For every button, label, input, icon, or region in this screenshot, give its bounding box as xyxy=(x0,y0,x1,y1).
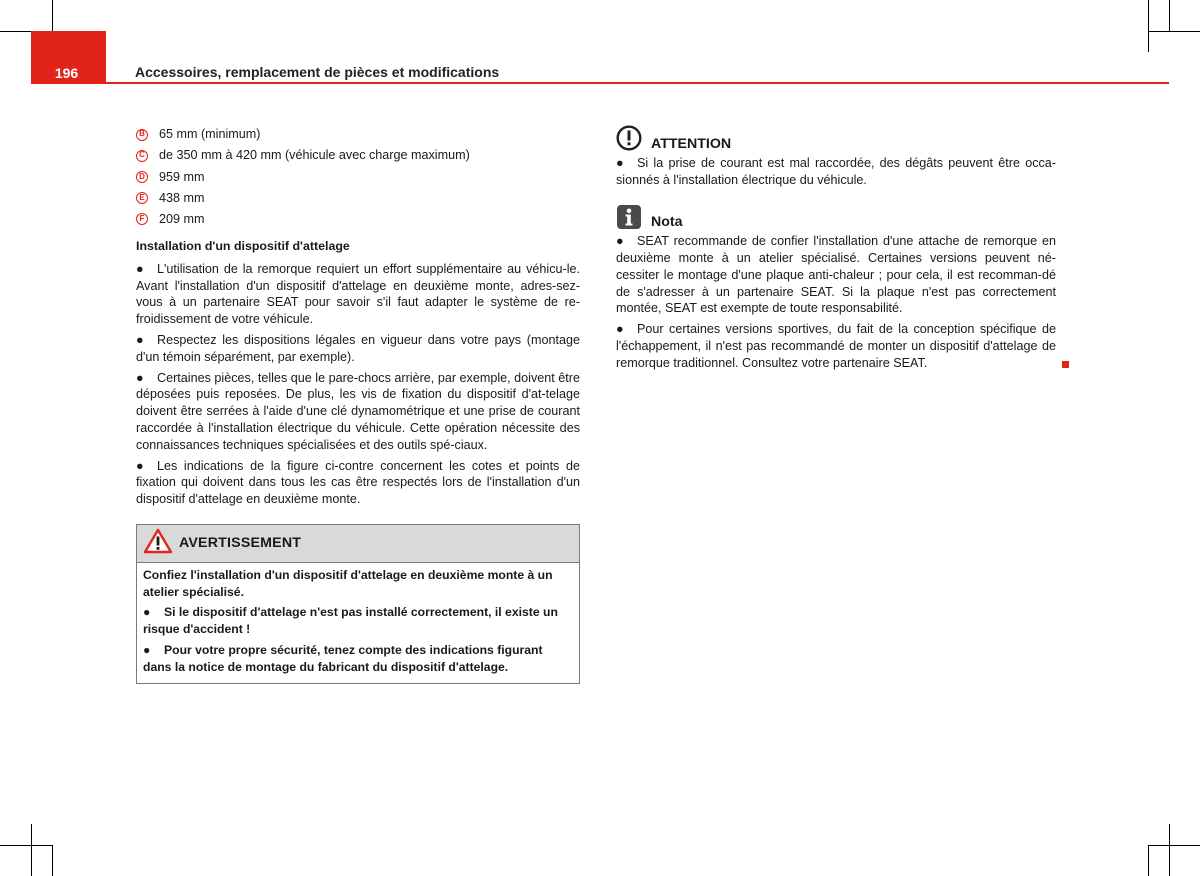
bullet-dot: ● xyxy=(616,234,624,249)
page-number: 196 xyxy=(54,65,79,81)
attention-title: ATTENTION xyxy=(651,136,732,152)
dimension-label-badge: D xyxy=(136,171,148,183)
warning-intro: Confiez l'installation d'un dispositif d'attelage en deuxième monte à un atelier spécialisé. xyxy=(143,567,553,599)
bullet-paragraph xyxy=(136,370,580,454)
warning-bullet xyxy=(143,604,573,638)
bullet-dot: ● xyxy=(136,261,144,276)
warning-bullet xyxy=(143,642,573,676)
warning-triangle-icon xyxy=(143,528,173,559)
dimension-label-badge: E xyxy=(136,192,148,204)
warning-body xyxy=(137,563,579,683)
page-title: Accessoires, remplacement de pièces et modifications xyxy=(135,64,500,80)
bullet-dot: ● xyxy=(136,370,144,385)
bullet-text: Si la prise de courant est mal raccordée, des dégâts peuvent être occa-sionnés à l'installation électrique du véhicule. xyxy=(616,155,1056,187)
bullet-dot: ● xyxy=(136,332,144,347)
bullet-text: Pour certaines versions sportives, du fait de la conception spécifique de l'échappement, il n'est pas recommandé de monter un dispositif d'attelage de remorque traditionnel. Consultez votre partenaire SEAT. xyxy=(616,322,1056,370)
right-column xyxy=(616,124,1056,376)
nota-header xyxy=(616,202,1056,231)
bullet-dot: ● xyxy=(143,605,151,620)
bullet-paragraph xyxy=(136,458,580,508)
bullet-text: Pour votre propre sécurité, tenez compte des indications figurant dans la notice de montage du fabricant du dispositif d'attelage. xyxy=(143,643,543,674)
dimension-item xyxy=(136,166,580,187)
dimension-text: 209 mm xyxy=(159,211,205,226)
dimension-text: de 350 mm à 420 mm (véhicule avec charge maximum) xyxy=(159,148,470,163)
dimension-item xyxy=(136,188,580,209)
dimension-item xyxy=(136,145,580,166)
header-rule xyxy=(106,82,1169,84)
dimension-text: 959 mm xyxy=(159,169,205,184)
attention-header xyxy=(616,124,1056,153)
bullet-dot: ● xyxy=(136,458,144,473)
crop-mark xyxy=(1148,0,1149,52)
nota-bullet xyxy=(616,233,1056,317)
crop-mark xyxy=(1148,31,1200,32)
crop-mark xyxy=(52,845,53,876)
bullet-paragraph xyxy=(136,261,580,328)
bullet-text: Respectez les dispositions légales en vigueur dans votre pays (montage d'un témoin séparément, par exemple). xyxy=(136,332,580,364)
bullet-text: L'utilisation de la remorque requiert un effort supplémentaire au véhicu-le. Avant l'installation d'un dispositif d'attelage en deuxième monte, adres-sez-vous à un partenaire SEAT pour savoir s'il faut adapter le système de re-froidissement de votre véhicule. xyxy=(136,261,580,327)
crop-mark xyxy=(0,845,52,846)
section-heading: Installation d'un dispositif d'attelage xyxy=(136,238,350,253)
bullet-text: Les indications de la figure ci-contre concernent les cotes et points de fixation qui doivent dans tous les cas être respectés lors de l'installation d'un dispositif d'attelage en deuxième monte. xyxy=(136,458,580,507)
dimension-label-badge: C xyxy=(136,150,148,162)
nota-bullet xyxy=(616,321,1056,371)
page-number-block xyxy=(31,31,106,84)
dimension-label-badge: F xyxy=(136,213,148,225)
bullet-text: Certaines pièces, telles que le pare-chocs arrière, par exemple, doivent être déposées puis reposées. De plus, les vis de fixation du dispositif d'at-telage doivent être serrées à l'aide d'une clé dynamométrique et une prise de courant raccordée à l'installation électrique du véhicule. Cette opération nécessite des connaissances techniques spécialisées et des outils spé-ciaux. xyxy=(136,370,580,452)
left-column xyxy=(136,124,580,684)
bullet-text: Si le dispositif d'attelage n'est pas installé correctement, il existe un risque d'accident ! xyxy=(143,605,558,637)
dimension-text: 65 mm (minimum) xyxy=(159,127,261,142)
bullet-dot: ● xyxy=(616,155,624,170)
crop-mark xyxy=(31,824,32,876)
dimension-text: 438 mm xyxy=(159,190,205,205)
bullet-dot: ● xyxy=(616,322,624,337)
nota-title: Nota xyxy=(651,214,683,231)
info-icon xyxy=(616,204,642,230)
crop-mark xyxy=(1169,824,1170,876)
dimension-label-badge: B xyxy=(136,129,148,141)
dimension-item xyxy=(136,209,580,230)
warning-header xyxy=(137,525,579,563)
bullet-text: SEAT recommande de confier l'installation d'une attache de remorque en deuxième monte à un atelier spécialisé. Certaines versions peuvent né-cessiter le montage d'une plaque anti-chaleur ; pour cela, il est recomman-dé de s'adresser à un partenaire SEAT. Si la plaque n'est pas correctement montée, SEAT est exempte de toute responsabilité. xyxy=(616,234,1056,316)
bullet-paragraph xyxy=(136,332,580,366)
crop-mark xyxy=(1148,845,1200,846)
dimension-item xyxy=(136,124,580,145)
section-end-mark xyxy=(1062,361,1069,368)
warning-title: AVERTISSEMENT xyxy=(179,534,302,551)
crop-mark xyxy=(1169,0,1170,31)
exclamation-circle-icon xyxy=(616,125,642,151)
bullet-dot: ● xyxy=(143,643,151,658)
warning-box xyxy=(136,524,580,684)
dimension-list xyxy=(136,124,580,230)
crop-mark xyxy=(1148,845,1149,876)
attention-bullet xyxy=(616,155,1056,189)
